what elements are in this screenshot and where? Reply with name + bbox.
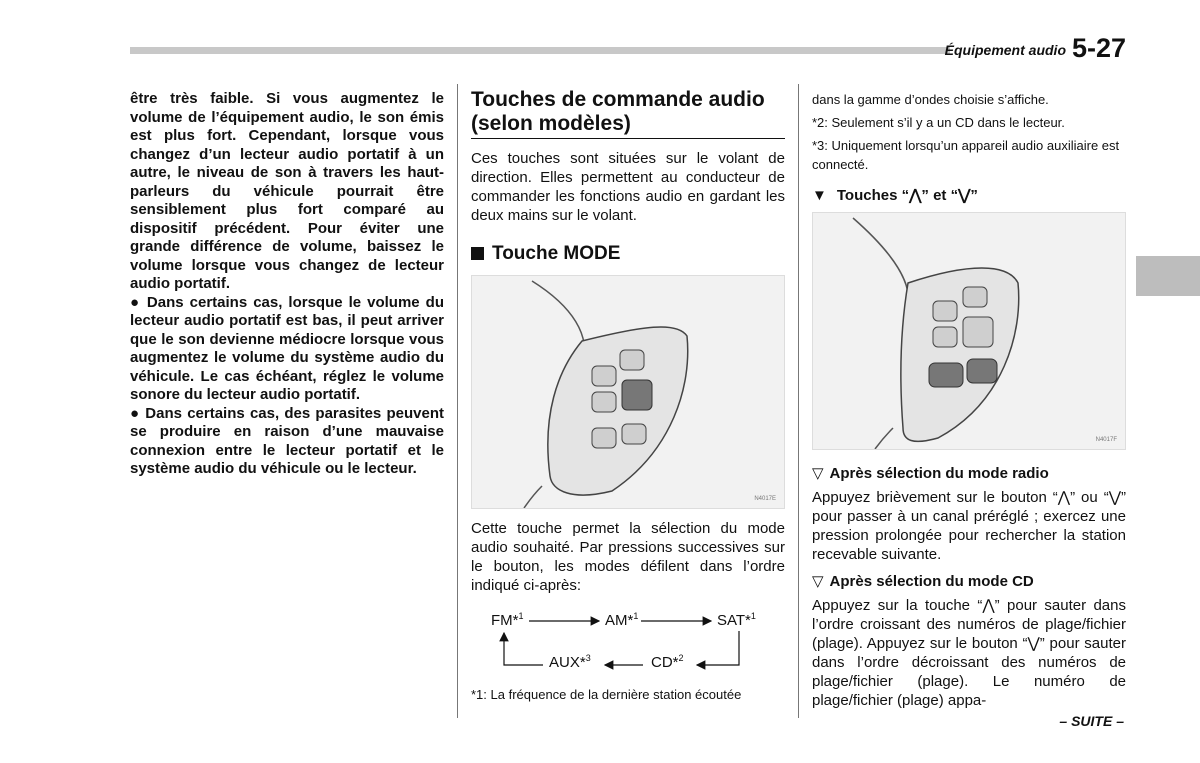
footnote: *3: Uniquement lorsqu’un appareil audio auxiliaire est connecté. (812, 138, 1120, 172)
mode-text: Cette touche permet la sélection du mode audio souhaité. Par pressions successives sur le bouton, les modes défilent dans l’ordre indiqué ci-après: (471, 520, 785, 594)
figure-code: N4017F (1095, 437, 1117, 443)
paragraph: ● Dans certains cas, des parasites peuvent se produire en raison d’une mauvaise connexion entre le lecteur portatif et le système audio du véhicule ou le lecteur. (130, 404, 444, 477)
triangle-outline-icon: ▽ (812, 573, 824, 590)
mode-cycle-arrows (471, 607, 785, 677)
page-number: 5-27 (1071, 33, 1126, 63)
mode-sat: SAT*$^1$ (717, 611, 756, 629)
intro-text: Ces touches sont situées sur le volant de direction. Elles permettent au conducteur de commander les fonctions audio en gardant les deux mains sur le volant. (471, 150, 785, 224)
square-bullet-icon (471, 247, 484, 260)
paragraph: ● Dans certains cas, lorsque le volume du lecteur audio portatif est bas, il peut arriver que le son devienne médiocre lorsque vous augmentez le volume du système audio du véhicule. Le cas échéant, réglez le volume sonore du lecteur audio portatif. (130, 293, 444, 403)
column-3 (812, 90, 1126, 710)
mode-aux: AUX*$^3$ (549, 653, 591, 671)
section-title: Touches de commande audio (selon modèles) (471, 88, 785, 139)
column-divider-2 (798, 84, 799, 718)
figure-code: N4017E (754, 496, 776, 502)
cd-heading: ▽ Après sélection du mode CD (812, 573, 1034, 590)
cd-text: Appuyez sur la touche “⋀” pour sauter dans l’ordre croissant des numéros de plage/fichier (plage). Appuyez sur le bouton “⋁” pour sauter dans l’ordre décroissant des numéros de plage/fichier (plage). Le numéro de plage/fichier (plage) appa- (812, 597, 1126, 709)
mode-fm: FM*$^1$ (491, 611, 524, 629)
radio-text: Appuyez brièvement sur le bouton “⋀” ou “⋁” pour passer à un canal préréglé ; exercez une pression prolongée pour rechercher la station recevable suivante. (812, 489, 1126, 563)
touches-heading: ▼ Touches “⋀” et “⋁” (812, 187, 978, 204)
steering-wheel-figure (812, 212, 1126, 450)
header-bar (130, 47, 950, 54)
triangle-down-icon: ▼ (812, 187, 827, 204)
steering-controls-illustration (472, 276, 784, 508)
steering-controls-illustration (813, 213, 1125, 449)
header-section-title: Équipement audio (944, 42, 1066, 58)
footnote: *1: La fréquence de la dernière station écoutée (471, 687, 742, 702)
column-1 (130, 90, 444, 479)
column-divider-1 (457, 84, 458, 718)
mode-heading: Touche MODE (471, 243, 785, 265)
column-2 (471, 88, 785, 704)
mode-cycle-diagram (471, 607, 785, 677)
triangle-outline-icon: ▽ (812, 465, 824, 482)
paragraph: être très faible. Si vous augmentez le volume de l’équipement audio, le son émis est plus fort. Cependant, lorsque vous changez d’un lecteur audio portatif à un autre, le niveau de son à travers les haut-parleurs du véhicule pourrait être sensiblement plus fort comparé au dispositif précédent. Pour éviter une grande différence de volume, baissez le volume lorsque vous changez de lecteur audio portatif. (130, 90, 444, 292)
footnote-continued: dans la gamme d’ondes choisie s’affiche. (812, 92, 1049, 107)
mode-am: AM*$^1$ (605, 611, 639, 629)
footnote: *2: Seulement s’il y a un CD dans le lecteur. (812, 115, 1065, 130)
mode-cd: CD*$^2$ (651, 653, 684, 671)
chapter-tab (1136, 256, 1200, 296)
steering-wheel-figure (471, 275, 785, 509)
continued-label: – SUITE – (1059, 713, 1124, 729)
radio-heading: ▽ Après sélection du mode radio (812, 465, 1049, 482)
